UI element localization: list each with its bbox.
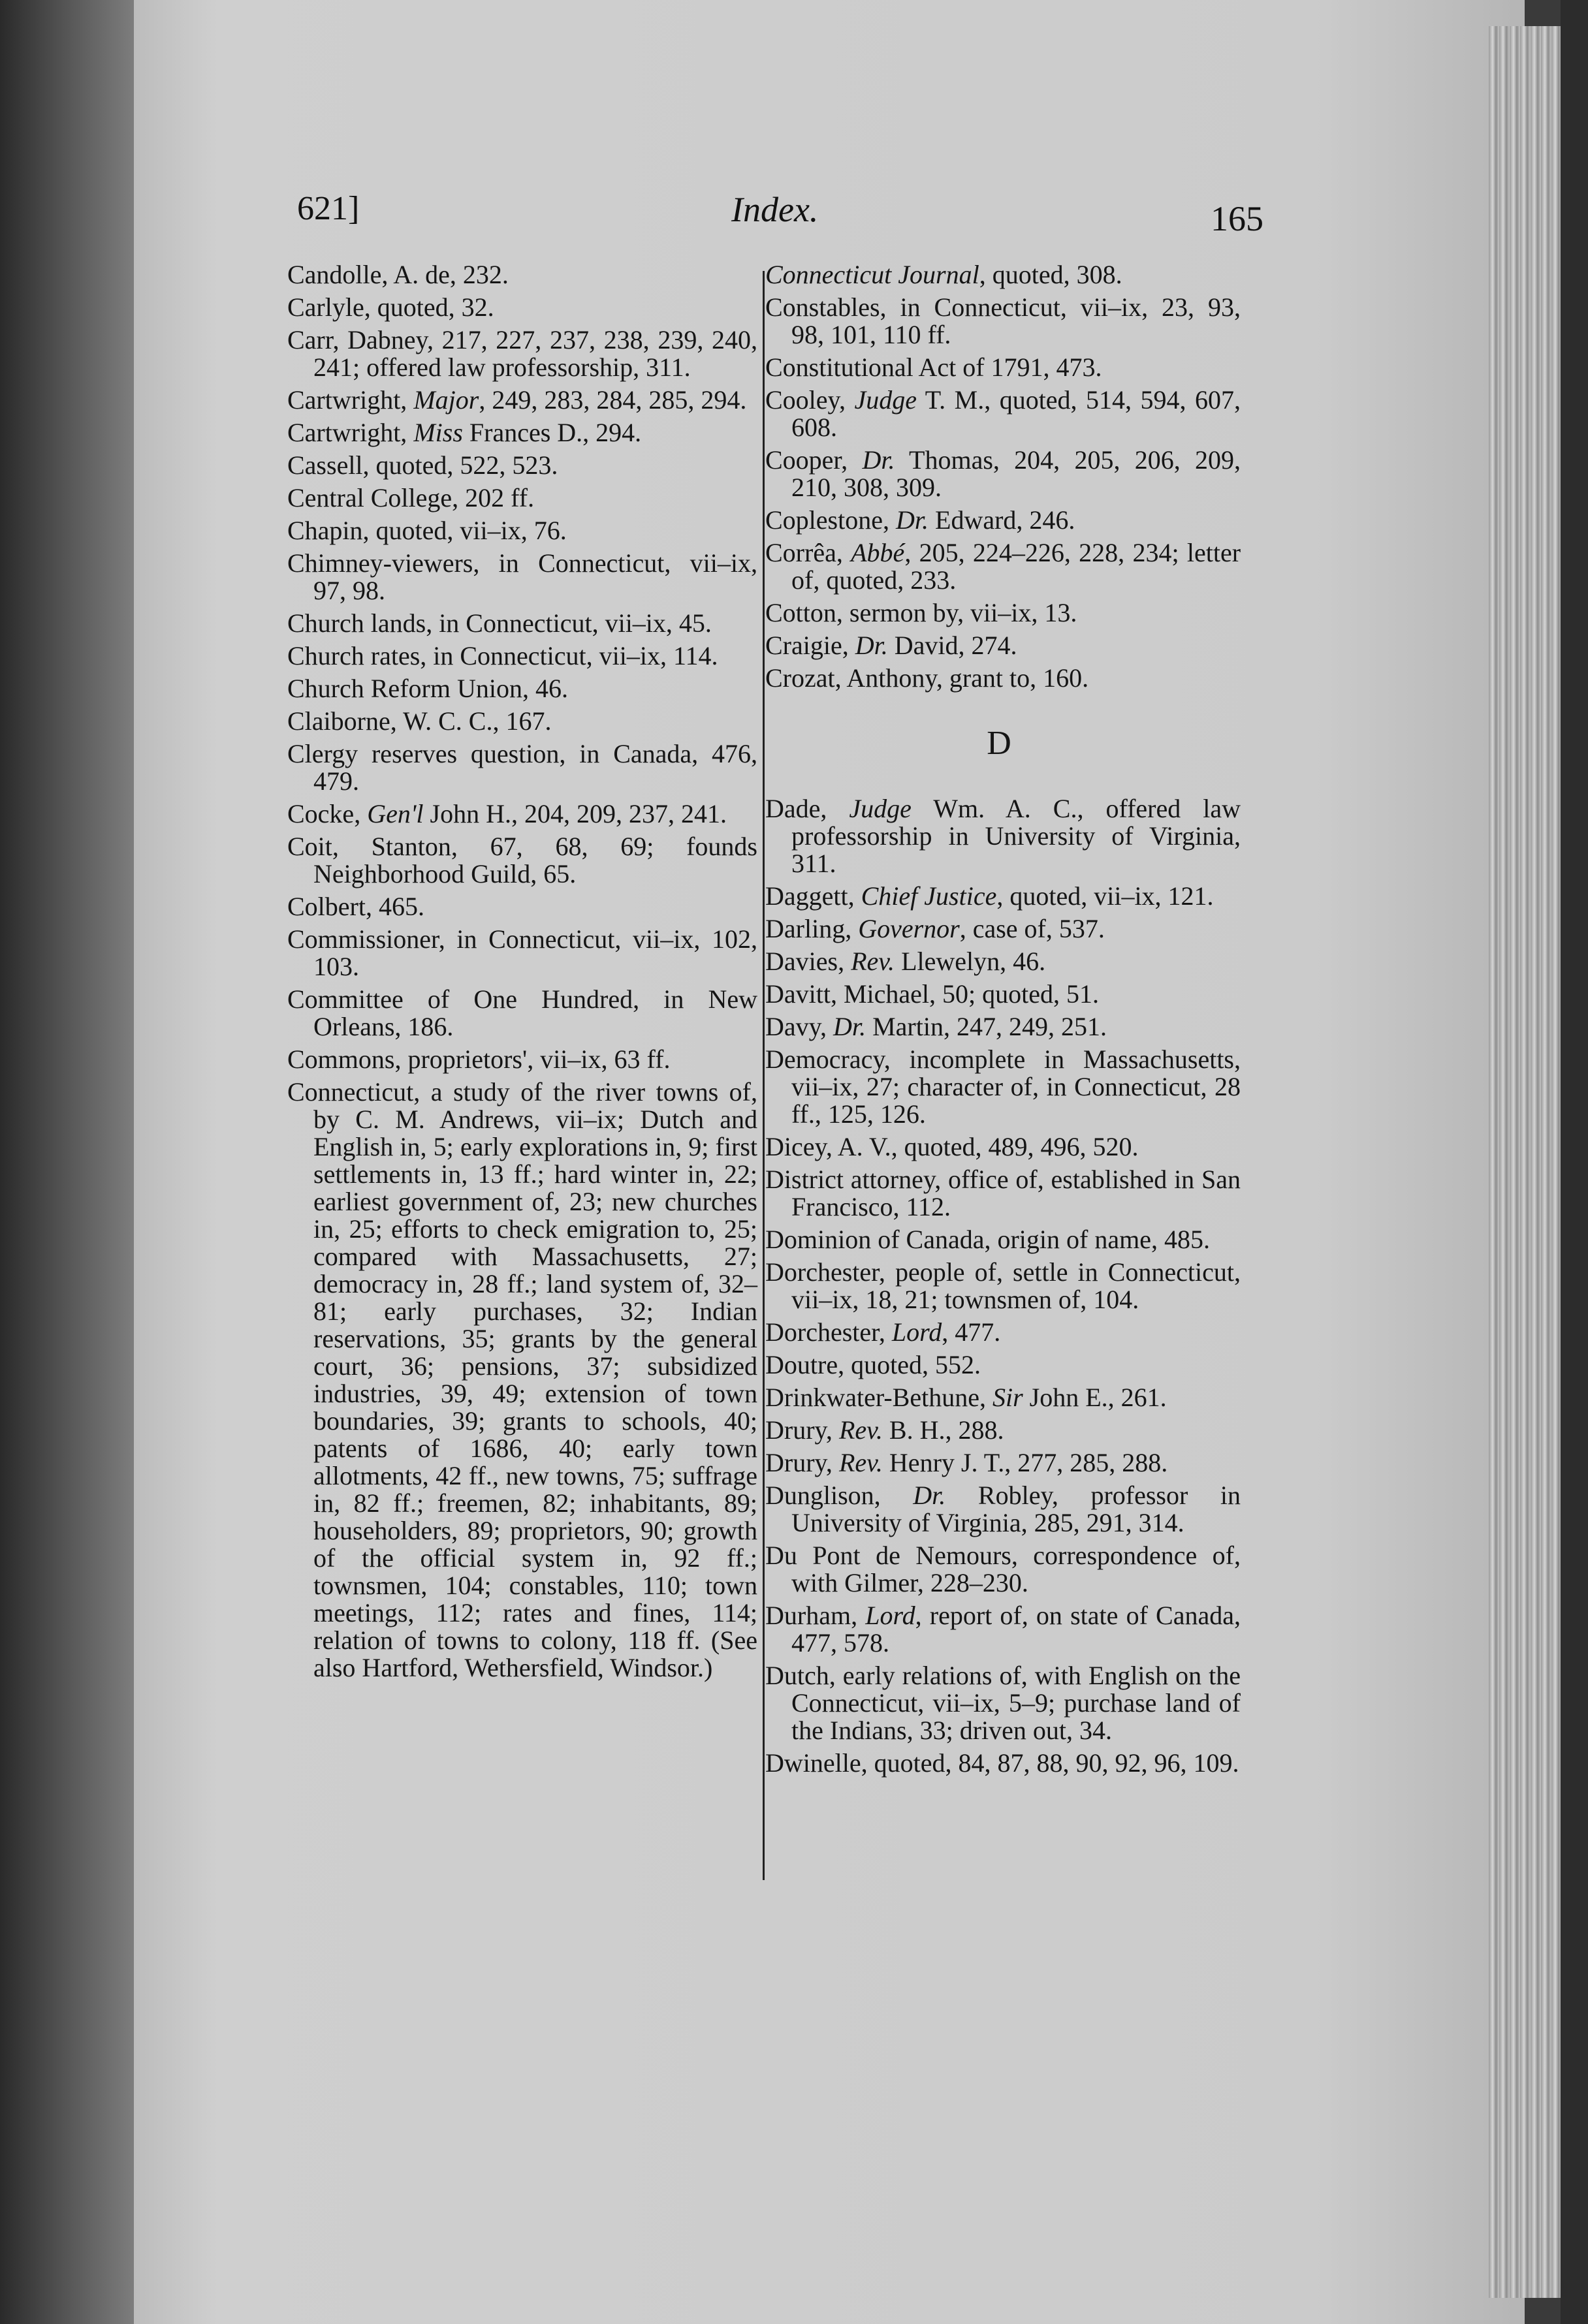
index-entries-d (757, 795, 1241, 1777)
index-entry: Davitt, Michael, 50; quoted, 51. (765, 979, 1100, 1009)
entry-italic-text: Miss (413, 418, 463, 447)
index-entry (764, 948, 1241, 975)
entry-text: Davies, (765, 947, 851, 976)
page-title: Index. (731, 190, 819, 229)
index-entry (764, 1417, 1241, 1444)
entry-text: Henry J. T., 277, 285, 288. (882, 1448, 1168, 1477)
index-entry (764, 795, 1241, 877)
index-entry: Chimney-viewers, in Connecticut, vii–ix, 97, 98. (287, 548, 757, 605)
entry-text: Edward, 246. (929, 505, 1075, 535)
entry-text: T. M., quoted, 514, 594, 607, 608. (791, 385, 1241, 442)
entry-text: Robley, professor in University of Virginia, 285, 291, 314. (791, 1481, 1241, 1537)
entry-text: Durham, (765, 1601, 866, 1630)
entry-italic-text: Abbé (851, 538, 905, 567)
entry-italic-text: Judge (849, 794, 912, 823)
entry-text: , quoted, 308. (979, 260, 1122, 289)
index-entry: Church lands, in Connecticut, vii–ix, 45. (287, 608, 712, 638)
index-entry: Doutre, quoted, 552. (765, 1350, 981, 1379)
entry-italic-text: Rev. (851, 947, 895, 976)
entry-italic-text: Rev. (838, 1448, 883, 1477)
entry-text: Llewelyn, 46. (895, 947, 1046, 976)
index-entry: Claiborne, W. C. C., 167. (287, 706, 552, 736)
index-entry: Central College, 202 ff. (287, 483, 535, 512)
index-entry: Church rates, in Connecticut, vii–ix, 114. (287, 641, 718, 670)
index-entry (287, 386, 757, 414)
index-entry (764, 507, 1241, 534)
page-edges (1489, 26, 1561, 2298)
running-head (297, 189, 1263, 248)
index-column-right (757, 261, 1241, 1782)
entry-text: Cooper, (765, 445, 863, 475)
entry-text: Dade, (765, 794, 850, 823)
entry-italic-text: Dr. (895, 505, 929, 535)
index-entry (764, 539, 1241, 594)
entry-text: Drury, (765, 1415, 839, 1445)
index-entry: Dutch, early relations of, with English on the Connecticut, vii–ix, 5–9; purchase land of the Indians, 33; driven out, 34. (765, 1661, 1241, 1745)
index-entry: Church Reform Union, 46. (287, 674, 568, 703)
index-entry (764, 1449, 1241, 1477)
index-entry: Clergy reserves question, in Canada, 476, 479. (287, 739, 757, 796)
entry-italic-text: Dr. (855, 631, 888, 660)
page-number: 165 (1211, 199, 1263, 238)
index-entry: Colbert, 465. (287, 892, 424, 921)
index-entry: Connecticut, a study of the river towns of, by C. M. Andrews, vii–ix; Dutch and English in, 5; early explorations in, 9; first settlements in, 13 ff.; hard winter in, 22; earliest government of, 23; new churches in, 25; efforts to check emigration to, 25; compared with Massachusetts, 27; democracy in, 28 ff.; land system of, 32–81; early purchases, 32; Indian reservations, 35; grants by the general court, 36; pensions, 37; subsidized industries, 39, 49; extension of town boundaries, 39; grants to schools, 40; patents of 1686, 40; early town allotments, 42 ff., new towns, 75; suffrage in, 82 ff.; freemen, 82; inhabitants, 89; householders, 89; proprietors, 90; growth of the official system in, 92 ff.; townsmen, 104; constables, 110; town meetings, 112; rates and fines, 114; relation of towns to colony, 118 ff. (See also Hartford, Wethersfield, Windsor.) (287, 1077, 757, 1682)
entry-text: Cartwright, (287, 385, 414, 415)
entry-text: Dunglison, (765, 1481, 913, 1510)
index-entry: Coit, Stanton, 67, 68, 69; founds Neighborhood Guild, 65. (287, 832, 757, 888)
index-entry: Carr, Dabney, 217, 227, 237, 238, 239, 240, 241; offered law professorship, 311. (287, 325, 757, 382)
index-entry: Crozat, Anthony, grant to, 160. (765, 663, 1089, 693)
index-entries-c (757, 261, 1241, 692)
index-column-left (287, 261, 757, 1687)
index-entry (764, 632, 1241, 659)
scan-backdrop-left (0, 0, 134, 2324)
index-entry: Dicey, A. V., quoted, 489, 496, 520. (765, 1132, 1139, 1161)
index-entry: Commissioner, in Connecticut, vii–ix, 102, 103. (287, 924, 757, 981)
entry-text: , 205, 224–226, 228, 234; letter of, quoted, 233. (791, 538, 1241, 595)
index-entry: Democracy, incomplete in Massachusetts, vii–ix, 27; character of, in Connecticut, 28 ff., 125, 126. (765, 1044, 1241, 1129)
entry-text: Drinkwater-Bethune, (765, 1383, 992, 1412)
index-entry: Carlyle, quoted, 32. (287, 292, 494, 322)
index-entry: Cotton, sermon by, vii–ix, 13. (765, 598, 1077, 627)
index-entry (764, 1319, 1241, 1346)
entry-text: John H., 204, 209, 237, 241. (423, 799, 727, 828)
index-entry: Candolle, A. de, 232. (287, 260, 509, 289)
entry-text: Davy, (765, 1012, 834, 1041)
entry-text: Daggett, (765, 881, 861, 911)
entry-text: Darling, (765, 914, 859, 943)
entry-italic-text: Connecticut Journal (765, 260, 979, 289)
entry-text: , 249, 283, 284, 285, 294. (479, 385, 747, 415)
entry-italic-text: Lord (865, 1601, 915, 1630)
entry-text: Drury, (765, 1448, 839, 1477)
index-entry: Dorchester, people of, settle in Connecticut, vii–ix, 18, 21; townsmen of, 104. (765, 1257, 1241, 1314)
index-entry: District attorney, office of, established in San Francisco, 112. (765, 1165, 1241, 1221)
entry-italic-text: Rev. (838, 1415, 883, 1445)
index-entry (764, 1013, 1241, 1041)
entry-text: Dorchester, (765, 1317, 892, 1347)
entry-italic-text: Dr. (913, 1481, 946, 1510)
entry-text: , quoted, vii–ix, 121. (996, 881, 1214, 911)
index-entry (764, 883, 1241, 910)
entry-text: David, 274. (887, 631, 1017, 660)
index-entry: Commons, proprietors', vii–ix, 63 ff. (287, 1044, 671, 1074)
index-entry (287, 419, 757, 447)
index-entry (764, 261, 1241, 289)
entry-text: Martin, 247, 249, 251. (866, 1012, 1107, 1041)
entry-text: , 477. (942, 1317, 1001, 1347)
index-entry: Du Pont de Nemours, correspondence of, with Gilmer, 228–230. (765, 1541, 1241, 1597)
signature-mark: 621] (297, 190, 360, 227)
entry-italic-text: Sir (992, 1383, 1023, 1412)
entry-text: , case of, 537. (959, 914, 1105, 943)
index-entry (764, 1482, 1241, 1537)
index-entry: Constables, in Connecticut, vii–ix, 23, 93, 98, 101, 110 ff. (765, 292, 1241, 349)
index-entry: Dwinelle, quoted, 84, 87, 88, 90, 92, 96, 109. (765, 1748, 1239, 1778)
index-entry: Committee of One Hundred, in New Orleans, 186. (287, 984, 757, 1041)
entry-italic-text: Dr. (862, 445, 895, 475)
index-entry (764, 1384, 1241, 1411)
index-entry: Constitutional Act of 1791, 473. (765, 353, 1102, 382)
entry-text: Frances D., 294. (462, 418, 642, 447)
entry-text: , report of, on state of Canada, 477, 578. (791, 1601, 1241, 1657)
index-entry (764, 386, 1241, 441)
entry-text: Cooley, (765, 385, 855, 415)
entry-italic-text: Dr. (833, 1012, 866, 1041)
entry-text: Wm. A. C., offered law professorship in University of Virginia, 311. (791, 794, 1241, 878)
scan-backdrop-right (1561, 0, 1588, 2324)
index-entry (287, 800, 757, 828)
entry-text: Corrêa, (765, 538, 851, 567)
entry-italic-text: Judge (854, 385, 917, 415)
index-entry: Chapin, quoted, vii–ix, 76. (287, 516, 567, 545)
entry-text: Coplestone, (765, 505, 896, 535)
section-letter: D (987, 725, 1011, 762)
entry-text: Craigie, (765, 631, 855, 660)
entry-text: Cocke, (287, 799, 368, 828)
entry-text: Cartwright, (287, 418, 414, 447)
entry-text: John E., 261. (1023, 1383, 1167, 1412)
index-entry: Cassell, quoted, 522, 523. (287, 450, 558, 480)
entry-italic-text: Lord (891, 1317, 942, 1347)
entry-italic-text: Governor (858, 914, 960, 943)
entry-text: B. H., 288. (882, 1415, 1004, 1445)
entry-text: Thomas, 204, 205, 206, 209, 210, 308, 309. (791, 445, 1241, 502)
index-entry (764, 447, 1241, 501)
index-entry (764, 1602, 1241, 1657)
entry-italic-text: Gen'l (367, 799, 424, 828)
index-entry (764, 915, 1241, 943)
index-entry: Dominion of Canada, origin of name, 485. (765, 1225, 1210, 1254)
entry-italic-text: Chief Justice (861, 881, 997, 911)
entry-italic-text: Major (413, 385, 479, 415)
